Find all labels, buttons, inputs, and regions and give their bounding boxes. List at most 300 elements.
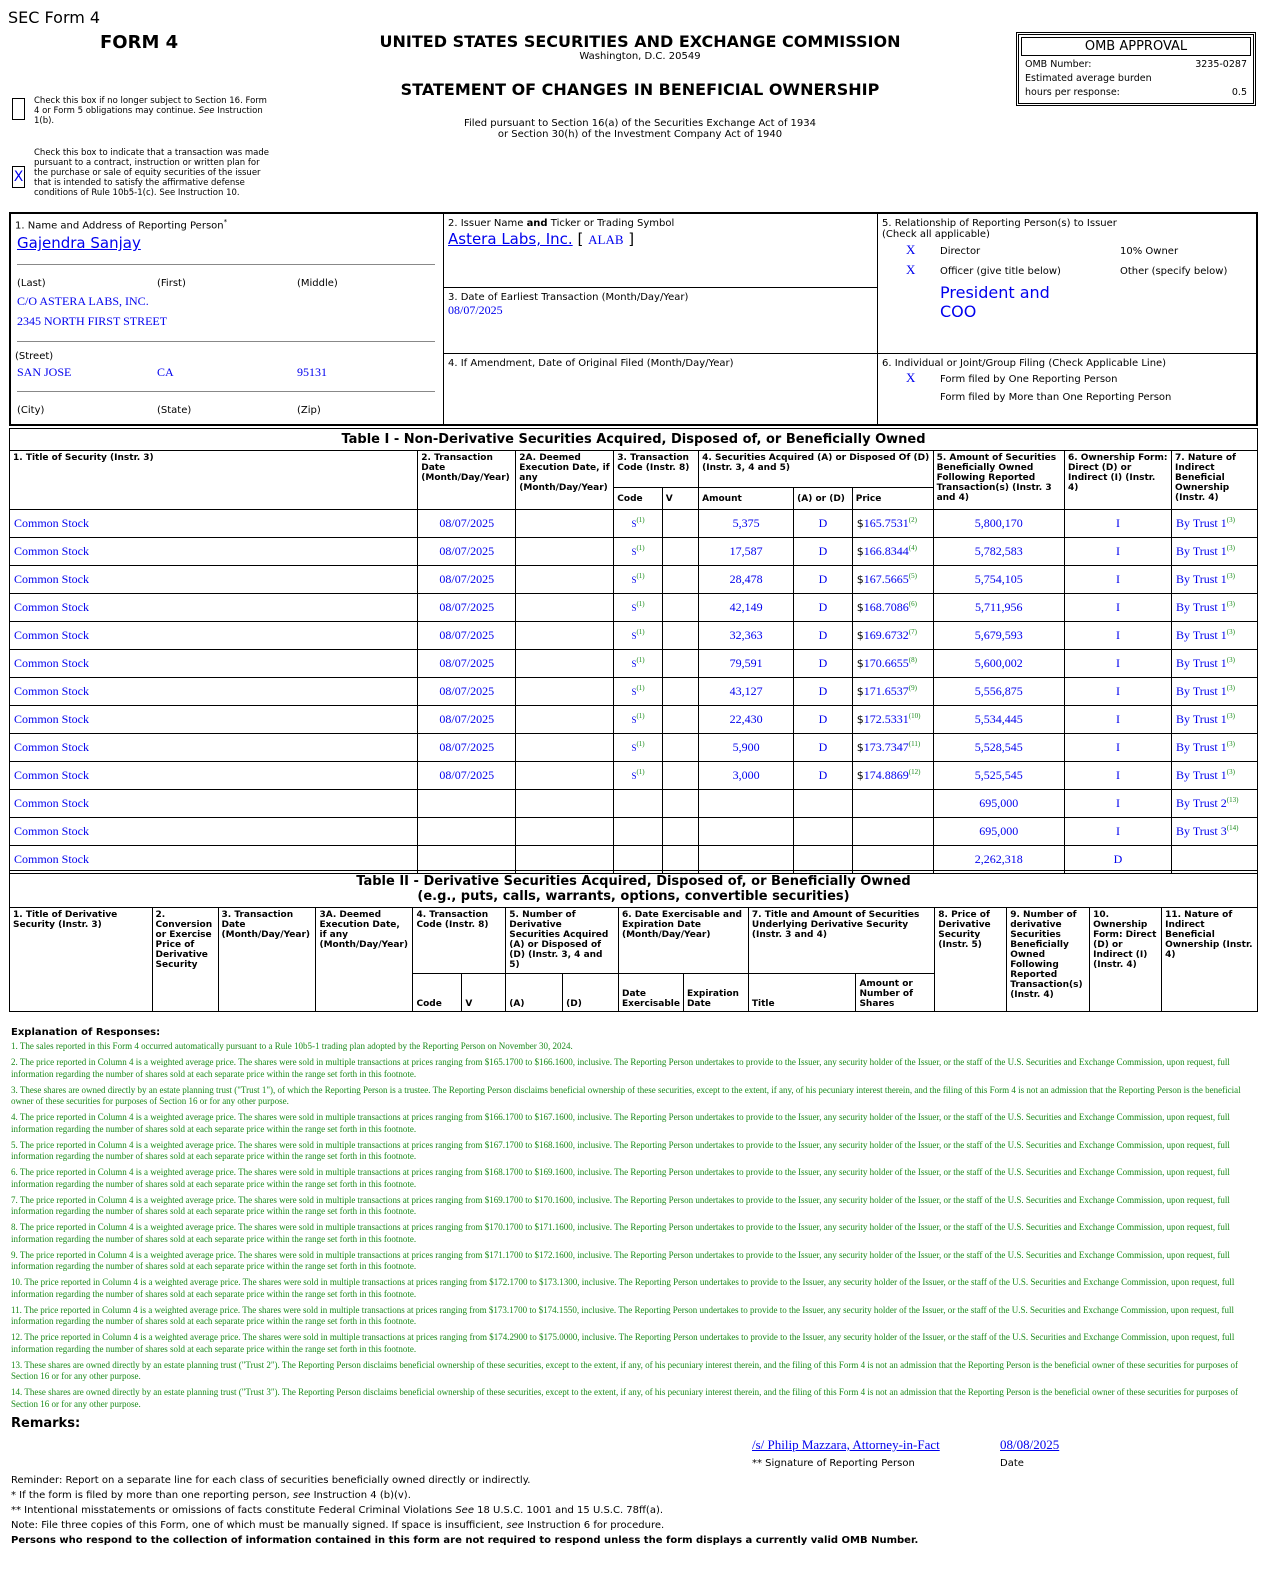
code-footnote: (1) (636, 516, 645, 524)
cell-v (662, 706, 698, 734)
cell-code (614, 734, 663, 762)
nature-of-ownership: By Trust 1 (1176, 516, 1227, 530)
footnote-13: 13. These shares are owned directly by an estate planning trust ("Trust 2"). The Reporting Person disclaims beneficial ownership of these securities, except to the extent, if any, of his pecuniary interest therein, and the filing of this Form 4 is not an admission that the Reporting Person is the beneficial owner of these securities for purposes of Section 16 or for any other purpose. (11, 1359, 1239, 1381)
t2-h-amt-sub: Amount or Number of Shares (856, 974, 935, 1012)
cell-amount (699, 790, 794, 818)
cell-form (1064, 566, 1171, 594)
code-footnote: (1) (636, 628, 645, 636)
cell-deemed (516, 678, 614, 706)
first-label: (First) (157, 278, 186, 289)
t2-h-a-sub: (A) (506, 974, 563, 1012)
table-row (10, 762, 1258, 790)
ownership-form: I (1115, 712, 1120, 726)
transaction-date: 08/07/2025 (439, 740, 495, 754)
footnote-5: 5. The price reported in Column 4 is a weighted average price. The shares were sold in multiple transactions at prices ranging from $167.1700 to $168.1600, inclusive. The Reporting Person undertakes to provide to the Issuer, any security holder of the Issuer, or the staff of the U.S. Securities and Exchange Commission, upon request, full information regarding the number of shares sold at each separate price within the range set forth in this footnote. (11, 1139, 1230, 1161)
cell-code (614, 678, 663, 706)
cell-date (418, 678, 516, 706)
cell-deemed (516, 622, 614, 650)
cell-v (662, 538, 698, 566)
amount-owned: 5,782,583 (974, 544, 1023, 558)
explanation-header: Explanation of Responses: (11, 1027, 161, 1038)
cell-deemed (516, 566, 614, 594)
t2-h-conversion: 2. Conversion or Exercise Price of Derivative Security (152, 908, 218, 1012)
cell-date (418, 510, 516, 538)
amount: 5,900 (732, 740, 760, 754)
cell-code (614, 650, 663, 678)
section16-checkbox-label (34, 96, 274, 126)
cell-date (418, 566, 516, 594)
cell-v (662, 566, 698, 594)
cell-owned (933, 510, 1064, 538)
price-footnote: (2) (908, 516, 917, 524)
cell-title (10, 706, 418, 734)
amount: 22,430 (729, 712, 763, 726)
table1-caption: Table I - Non-Derivative Securities Acquired, Disposed of, or Beneficially Owned (10, 429, 1258, 451)
cell-ad (794, 510, 853, 538)
cell-owned (933, 762, 1064, 790)
footnote-8: 8. The price reported in Column 4 is a weighted average price. The shares were sold in multiple transactions at prices ranging from $170.1700 to $171.1600, inclusive. The Reporting Person undertakes to provide to the Issuer, any security holder of the Issuer, or the staff of the U.S. Securities and Exchange Commission, upon request, full information regarding the number of shares sold at each separate price within the range set forth in this footnote. (11, 1222, 1230, 1244)
footnote-list (11, 1041, 1251, 1410)
footnote-7: 7. The price reported in Column 4 is a weighted average price. The shares were sold in multiple transactions at prices ranging from $169.1700 to $170.1600, inclusive. The Reporting Person undertakes to provide to the Issuer, any security holder of the Issuer, or the staff of the U.S. Securities and Exchange Commission, upon request, full information regarding the number of shares sold at each separate price within the range set forth in this footnote. (11, 1194, 1230, 1216)
nature-of-ownership: By Trust 1 (1176, 712, 1227, 726)
cell-owned (933, 566, 1064, 594)
cell-form (1064, 650, 1171, 678)
t1-h-aord-sub: (A) or (D) (794, 488, 853, 510)
price-footnote: (5) (908, 572, 917, 580)
code-footnote: (1) (636, 768, 645, 776)
cell-code (614, 538, 663, 566)
state-value: CA (157, 365, 174, 379)
agency-header (330, 32, 950, 62)
box5-relationship (878, 214, 1256, 354)
footer-l4a: Note: File three copies of this Form, one of which must be manually signed. If space is insufficient, (11, 1520, 504, 1531)
ticker-bracket-right: ] (628, 230, 635, 248)
cell-title (10, 510, 418, 538)
nature-of-ownership: By Trust 1 (1176, 656, 1227, 670)
cell-ad (794, 818, 853, 846)
t2-h-exercisable: 6. Date Exercisable and Expiration Date (Month/Day/Year) (618, 908, 748, 974)
cell-date (418, 706, 516, 734)
cell-form (1064, 762, 1171, 790)
cell-ad (794, 622, 853, 650)
transaction-code: S (631, 687, 637, 697)
cell-v (662, 762, 698, 790)
agency-city: Washington, D.C. 20549 (579, 51, 701, 62)
cell-amount (699, 734, 794, 762)
footnote-2: 2. The price reported in Column 4 is a weighted average price. The shares were sold in multiple transactions at prices ranging from $165.1700 to $166.1600, inclusive. The Reporting Person undertakes to provide to the Issuer, any security holder of the Issuer, or the staff of the U.S. Securities and Exchange Commission, upon request, full information regarding the number of shares sold at each separate price within the range set forth in this footnote. (11, 1057, 1230, 1079)
cell-title (10, 622, 418, 650)
nature-footnote: (3) (1226, 684, 1235, 692)
nature-of-ownership: By Trust 3 (1176, 824, 1227, 838)
security-title: Common Stock (14, 544, 90, 558)
page-label: SEC Form 4 (8, 8, 101, 27)
middle-label: (Middle) (297, 278, 338, 289)
t2-h-exer-sub: Date Exercisable (618, 974, 683, 1012)
more-persons-label: Form filed by More than One Reporting Person (940, 392, 1172, 403)
cell-deemed (516, 538, 614, 566)
t1-h-deemed: 2A. Deemed Execution Date, if any (Month/Day/Year) (516, 451, 614, 510)
currency: $ (856, 713, 864, 726)
cell-code (614, 818, 663, 846)
table-row (10, 510, 1258, 538)
price: 167.5665 (863, 572, 909, 586)
cell-form (1064, 538, 1171, 566)
cell-price (852, 678, 933, 706)
cell-ad (794, 594, 853, 622)
nature-footnote: (3) (1226, 768, 1235, 776)
transaction-code: S (631, 519, 637, 529)
cell-nature (1172, 762, 1258, 790)
price: 174.8869 (863, 768, 909, 782)
cell-nature (1172, 734, 1258, 762)
address-line-2: 2345 NORTH FIRST STREET (17, 314, 168, 328)
table-row (10, 566, 1258, 594)
omb-hours-row (1019, 86, 1253, 100)
cell-nature (1172, 706, 1258, 734)
cell-date (418, 734, 516, 762)
cell-v (662, 734, 698, 762)
footnote-3: 3. These shares are owned directly by an estate planning trust ("Trust 1"), of which the Reporting Person is a trustee. The Reporting Person disclaims beneficial ownership of these securities, except to the extent, if any, of his pecuniary interest therein, and the filing of this Form 4 is not an admission that the Reporting Person is the beneficial owner of these securities for purposes of Section 16 or for any other purpose. (11, 1084, 1241, 1106)
cell-form (1064, 510, 1171, 538)
footer-notes (11, 1473, 918, 1548)
state-label: (State) (157, 405, 192, 416)
footer-line-3 (11, 1503, 918, 1518)
cell-ad (794, 790, 853, 818)
acquired-disposed: D (818, 544, 828, 558)
code-footnote: (1) (636, 600, 645, 608)
cell-price (852, 762, 933, 790)
cell-amount (699, 762, 794, 790)
cell-price (852, 594, 933, 622)
amount: 17,587 (729, 544, 763, 558)
footer-l4see: see (506, 1520, 524, 1531)
earliest-transaction-date: 08/07/2025 (448, 303, 503, 317)
security-title: Common Stock (14, 572, 90, 586)
box5-label-text: 5. Relationship of Reporting Person(s) to Issuer (882, 218, 1117, 229)
cell-title (10, 650, 418, 678)
table-row (10, 594, 1258, 622)
code-footnote: (1) (636, 712, 645, 720)
cell-title (10, 762, 418, 790)
cell-form (1064, 734, 1171, 762)
price-footnote: (12) (908, 768, 921, 776)
acquired-disposed: D (818, 712, 828, 726)
table2-caption (10, 871, 1258, 908)
footnote-1: 1. The sales reported in this Form 4 occurred automatically pursuant to a Rule 10b5-1 trading plan adopted by the Reporting Person on November 30, 2024. (11, 1041, 573, 1051)
omb-burden-row (1019, 72, 1253, 86)
nature-of-ownership: By Trust 1 (1176, 628, 1227, 642)
footnote-4: 4. The price reported in Column 4 is a weighted average price. The shares were sold in multiple transactions at prices ranging from $166.1700 to $167.1600, inclusive. The Reporting Person undertakes to provide to the Issuer, any security holder of the Issuer, or the staff of the U.S. Securities and Exchange Commission, upon request, full information regarding the number of shares sold at each separate price within the range set forth in this footnote. (11, 1112, 1230, 1134)
footer-l3a: ** Intentional misstatements or omissions of facts constitute Federal Criminal Violations (11, 1505, 453, 1516)
acquired-disposed: D (818, 768, 828, 782)
table-non-derivative (9, 428, 1258, 874)
director-check[interactable]: X (906, 242, 916, 257)
filed-line-2: or Section 30(h) of the Investment Company Act of 1940 (497, 129, 783, 140)
cell-code (614, 510, 663, 538)
city-divider (17, 391, 435, 392)
security-title: Common Stock (14, 796, 90, 810)
cell-date (418, 594, 516, 622)
cell-owned (933, 706, 1064, 734)
currency: $ (856, 573, 864, 586)
currency: $ (856, 685, 864, 698)
cell-code (614, 706, 663, 734)
omb-hours-label: hours per response: (1025, 87, 1120, 98)
nature-footnote: (3) (1226, 628, 1235, 636)
t1-h-title: 1. Title of Security (Instr. 3) (10, 451, 418, 510)
cell-v (662, 510, 698, 538)
t2-h-code: 4. Transaction Code (Instr. 8) (413, 908, 506, 974)
cell-form (1064, 678, 1171, 706)
nature-footnote: (3) (1226, 712, 1235, 720)
footnote-9: 9. The price reported in Column 4 is a weighted average price. The shares were sold in multiple transactions at prices ranging from $171.1700 to $172.1600, inclusive. The Reporting Person undertakes to provide to the Issuer, any security holder of the Issuer, or the staff of the U.S. Securities and Exchange Commission, upon request, full information regarding the number of shares sold at each separate price within the range set forth in this footnote. (11, 1249, 1230, 1271)
zip-value: 95131 (297, 365, 327, 379)
date-label: Date (1000, 1458, 1024, 1469)
cell-price (852, 566, 933, 594)
amount-owned: 5,528,545 (974, 740, 1023, 754)
cell-owned (933, 622, 1064, 650)
ownership-form: I (1115, 572, 1120, 586)
security-title: Common Stock (14, 516, 90, 530)
box6-filing (878, 354, 1256, 424)
box4-amendment (444, 354, 878, 424)
nature-of-ownership: By Trust 1 (1176, 600, 1227, 614)
amount-owned: 695,000 (979, 796, 1019, 810)
cell-form (1064, 594, 1171, 622)
rule10b5-checkbox[interactable]: X (12, 166, 25, 188)
issuer-name[interactable]: Astera Labs, Inc. (448, 230, 573, 248)
t2-h-code-sub: Code (413, 974, 462, 1012)
transaction-code: S (631, 603, 637, 613)
cell-v (662, 594, 698, 622)
street-label: (Street) (15, 351, 54, 362)
t1-h-v-sub: V (662, 488, 698, 510)
security-title: Common Stock (14, 600, 90, 614)
footer-l4b: Instruction 6 for procedure. (527, 1520, 665, 1531)
cell-title (10, 818, 418, 846)
filed-line-1: Filed pursuant to Section 16(a) of the Securities Exchange Act of 1934 (464, 118, 816, 129)
cell-deemed (516, 650, 614, 678)
security-title: Common Stock (14, 852, 90, 866)
cell-owned (933, 678, 1064, 706)
cell-v (662, 818, 698, 846)
form-title: FORM 4 (100, 32, 179, 53)
box2-label (448, 218, 674, 229)
transaction-date: 08/07/2025 (439, 600, 495, 614)
cell-ad (794, 706, 853, 734)
cell-deemed (516, 734, 614, 762)
footer-line-4 (11, 1518, 918, 1533)
cell-amount (699, 510, 794, 538)
director-label: Director (940, 246, 981, 257)
amount: 43,127 (729, 684, 763, 698)
cell-nature (1172, 538, 1258, 566)
cell-price (852, 706, 933, 734)
amount: 42,149 (729, 600, 763, 614)
rule10b5-checkbox-label: Check this box to indicate that a transaction was made pursuant to a contract, instruction or written plan for the purchase or sale of equity securities of the issuer that is intended to satisfy the affirmative defense conditions of Rule 10b5-1(c). See Instruction 10. (34, 148, 270, 198)
nature-footnote: (14) (1226, 824, 1239, 832)
footer-l2b: Instruction 4 (b)(v). (313, 1490, 411, 1501)
owner10-label: 10% Owner (1120, 246, 1179, 257)
price-footnote: (4) (908, 544, 917, 552)
code-footnote: (1) (636, 740, 645, 748)
statement-title: STATEMENT OF CHANGES IN BENEFICIAL OWNERSHIP (400, 80, 880, 99)
amount: 5,375 (732, 516, 760, 530)
ownership-form: I (1115, 824, 1120, 838)
transaction-code: S (631, 575, 637, 585)
cell-price (852, 538, 933, 566)
price: 170.6655 (863, 656, 909, 670)
cell-amount (699, 818, 794, 846)
cell-ad (794, 650, 853, 678)
cell-amount (699, 566, 794, 594)
amount: 3,000 (732, 768, 760, 782)
t2-h-date: 3. Transaction Date (Month/Day/Year) (218, 908, 316, 1012)
cell-code (614, 622, 663, 650)
footer-reminder: Reminder: Report on a separate line for each class of securities beneficially owned directly or indirectly. (11, 1475, 531, 1486)
table1-body (10, 510, 1258, 874)
currency: $ (856, 741, 864, 754)
cell-price (852, 818, 933, 846)
zip-label: (Zip) (297, 405, 321, 416)
ownership-form: I (1115, 600, 1120, 614)
cell-v (662, 678, 698, 706)
ownership-form: D (1113, 852, 1123, 866)
amount: 28,478 (729, 572, 763, 586)
cell-code (614, 762, 663, 790)
explanation-of-responses (11, 1027, 1251, 1415)
transaction-date: 08/07/2025 (439, 656, 495, 670)
footer-l2a: * If the form is filed by more than one reporting person, (11, 1490, 290, 1501)
t1-h-price-sub: Price (852, 488, 933, 510)
ticker-bracket-left: [ (577, 230, 584, 248)
transaction-date: 08/07/2025 (439, 768, 495, 782)
t2-h-underlying: 7. Title and Amount of Securities Underlying Derivative Security (Instr. 3 and 4) (748, 908, 934, 974)
cell-nature (1172, 678, 1258, 706)
transaction-code: S (631, 547, 637, 557)
price: 171.6537 (863, 684, 909, 698)
ownership-form: I (1115, 516, 1120, 530)
nature-of-ownership: By Trust 1 (1176, 768, 1227, 782)
officer-check[interactable]: X (906, 262, 916, 277)
reporting-header-box (9, 212, 1258, 426)
omb-approval-box (1016, 32, 1256, 106)
cell-ad (794, 734, 853, 762)
price: 168.7086 (863, 600, 909, 614)
acquired-disposed: D (818, 684, 828, 698)
box3-label: 3. Date of Earliest Transaction (Month/Day/Year) (448, 292, 689, 303)
t2-h-exp-sub: Expiration Date (683, 974, 748, 1012)
price-footnote: (7) (908, 628, 917, 636)
price: 172.5331 (863, 712, 909, 726)
code-footnote: (1) (636, 656, 645, 664)
security-title: Common Stock (14, 768, 90, 782)
amount-owned: 5,679,593 (974, 628, 1023, 642)
t2-h-d-sub: (D) (563, 974, 619, 1012)
cell-date (418, 762, 516, 790)
cell-code (614, 566, 663, 594)
box2-issuer (444, 214, 878, 288)
amount-owned: 5,534,445 (974, 712, 1023, 726)
cell-deemed (516, 762, 614, 790)
transaction-code: S (631, 743, 637, 753)
address-line-1: C/O ASTERA LABS, INC. (17, 294, 149, 308)
box2-label-and: and (526, 218, 548, 229)
cell-price (852, 650, 933, 678)
cell-v (662, 650, 698, 678)
price-footnote: (9) (908, 684, 917, 692)
transaction-date: 08/07/2025 (439, 572, 495, 586)
box1-reporting-person (11, 214, 444, 424)
amount: 32,363 (729, 628, 763, 642)
cell-date (418, 790, 516, 818)
price: 173.7347 (863, 740, 909, 754)
t2-h-title-sub: Title (748, 974, 856, 1012)
cell-amount (699, 538, 794, 566)
transaction-date: 08/07/2025 (439, 712, 495, 726)
nature-footnote: (3) (1226, 544, 1235, 552)
reporting-person-name[interactable]: Gajendra Sanjay (17, 234, 141, 252)
agency-title: UNITED STATES SECURITIES AND EXCHANGE COMMISSION (379, 32, 901, 51)
security-title: Common Stock (14, 824, 90, 838)
amount-owned: 5,556,875 (974, 684, 1023, 698)
price-footnote: (10) (908, 712, 921, 720)
omb-hours: 0.5 (1231, 87, 1247, 98)
table-row (10, 734, 1258, 762)
cell-deemed (516, 706, 614, 734)
section16-checkbox[interactable] (12, 98, 25, 120)
one-person-check[interactable]: X (906, 370, 916, 385)
t2-h-number: 5. Number of Derivative Securities Acquired (A) or Disposed of (D) (Instr. 3, 4 and 5) (506, 908, 619, 974)
security-title: Common Stock (14, 684, 90, 698)
table-row (10, 678, 1258, 706)
street-divider (17, 341, 435, 342)
table-derivative (9, 870, 1258, 1012)
cell-date (418, 650, 516, 678)
omb-number-label: OMB Number: (1025, 59, 1092, 70)
transaction-code: S (631, 715, 637, 725)
nature-of-ownership: By Trust 2 (1176, 796, 1227, 810)
t2-h-price: 8. Price of Derivative Security (Instr. 5) (935, 908, 1007, 1012)
cell-title (10, 594, 418, 622)
transaction-code: S (631, 631, 637, 641)
ownership-form: I (1115, 628, 1120, 642)
cell-price (852, 790, 933, 818)
acquired-disposed: D (818, 600, 828, 614)
cell-owned (933, 538, 1064, 566)
cell-form (1064, 790, 1171, 818)
signature-date: 08/08/2025 (1000, 1437, 1060, 1452)
cell-v (662, 622, 698, 650)
amount: 79,591 (729, 656, 763, 670)
omb-burden-label: Estimated average burden (1025, 73, 1152, 84)
transaction-date: 08/07/2025 (439, 516, 495, 530)
ownership-form: I (1115, 768, 1120, 782)
cell-title (10, 790, 418, 818)
nature-footnote: (3) (1226, 572, 1235, 580)
t1-h-code: 3. Transaction Code (Instr. 8) (614, 451, 699, 488)
ownership-form: I (1115, 684, 1120, 698)
cell-nature (1172, 566, 1258, 594)
price-footnote: (11) (908, 740, 921, 748)
cell-deemed (516, 818, 614, 846)
cell-owned (933, 594, 1064, 622)
cell-nature (1172, 622, 1258, 650)
cell-date (418, 622, 516, 650)
transaction-date: 08/07/2025 (439, 544, 495, 558)
acquired-disposed: D (818, 740, 828, 754)
ownership-form: I (1115, 544, 1120, 558)
